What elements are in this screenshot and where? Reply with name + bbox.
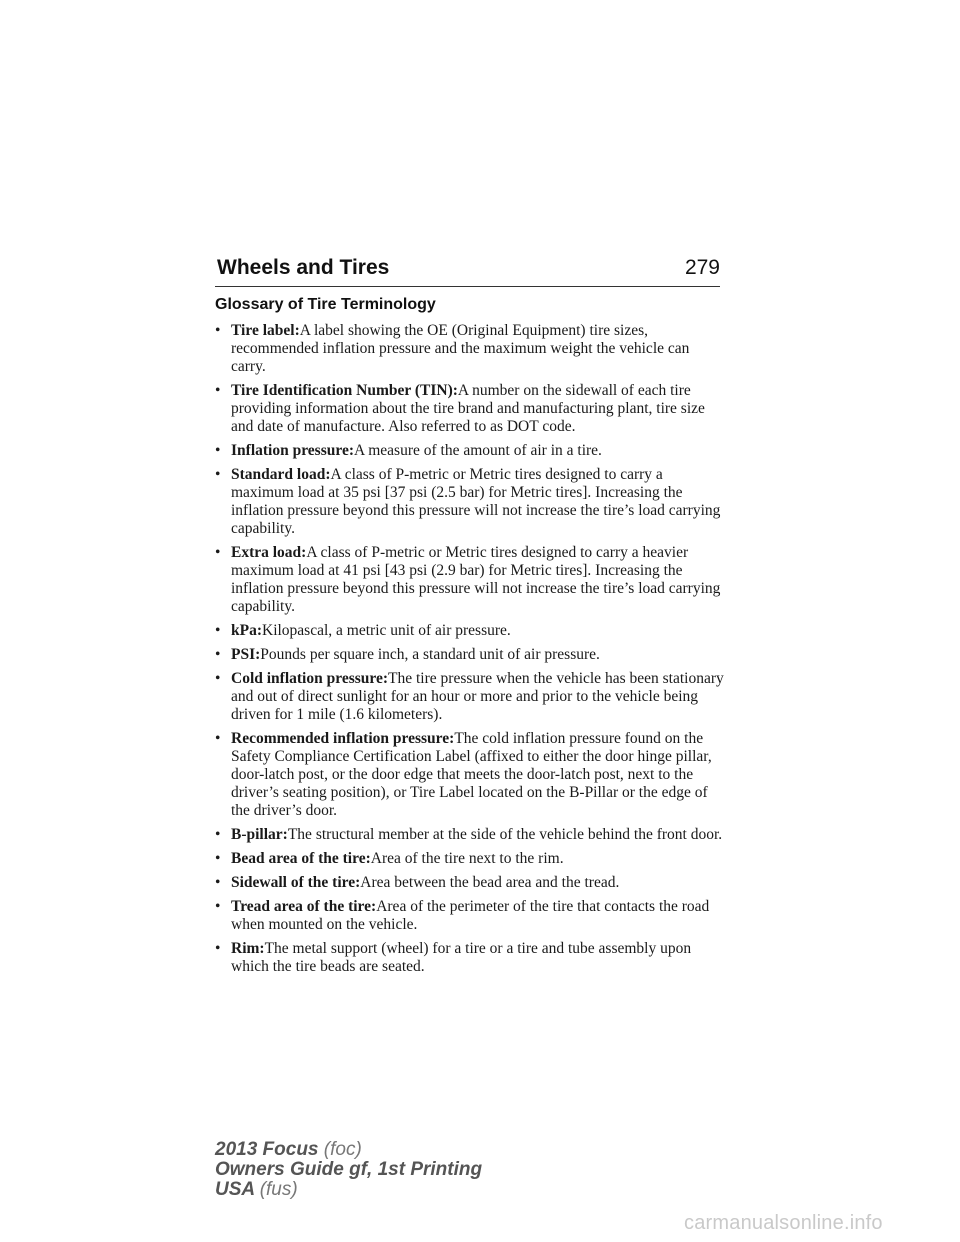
- bullet-icon: •: [215, 730, 221, 747]
- glossary-term: Inflation pressure:: [231, 442, 355, 459]
- glossary-term: Bead area of the tire:: [231, 850, 371, 867]
- bullet-icon: •: [215, 874, 221, 891]
- glossary-term: B-pillar:: [231, 826, 288, 843]
- glossary-item: [215, 826, 725, 844]
- glossary-term: PSI:: [231, 646, 261, 663]
- glossary-item: [215, 940, 725, 976]
- page-number: 279: [684, 256, 720, 279]
- glossary-item: [215, 322, 725, 376]
- footer-line-3: [215, 1180, 482, 1200]
- bullet-icon: •: [215, 940, 221, 957]
- watermark[interactable]: carmanualsonline.info: [684, 1212, 883, 1234]
- footer-guide: Owners Guide gf, 1st Printing: [215, 1159, 483, 1180]
- glossary-term: Standard load:: [231, 466, 331, 483]
- glossary-definition: The tire pressure when the vehicle has been stationary and out of direct sunlight for an hour or more and prior to the vehicle being driven for 1 mile (1.6 kilometers).: [231, 670, 724, 723]
- glossary-item: [215, 622, 725, 640]
- glossary-item: [215, 898, 725, 934]
- glossary-definition: A measure of the amount of air in a tire.: [354, 442, 602, 459]
- bullet-icon: •: [215, 898, 221, 915]
- glossary-item: [215, 850, 725, 868]
- glossary-term: Cold inflation pressure:: [231, 670, 389, 687]
- glossary-item: [215, 874, 725, 892]
- glossary-list: [215, 322, 725, 982]
- glossary-definition: Area of the tire next to the rim.: [370, 850, 564, 867]
- glossary-term: Tread area of the tire:: [231, 898, 377, 915]
- glossary-term: Rim:: [231, 940, 265, 957]
- glossary-term: Tire Identification Number (TIN):: [231, 382, 458, 399]
- footer-line-2: [215, 1160, 482, 1180]
- bullet-icon: •: [215, 322, 221, 339]
- glossary-definition: A label showing the OE (Original Equipment) tire sizes, recommended inflation pressure and the maximum weight the vehicle can carry.: [231, 322, 690, 375]
- bullet-icon: •: [215, 622, 221, 639]
- bullet-icon: •: [215, 544, 221, 561]
- glossary-definition: Kilopascal, a metric unit of air pressure.: [262, 622, 511, 639]
- bullet-icon: •: [215, 826, 221, 843]
- glossary-definition: The structural member at the side of the vehicle behind the front door.: [287, 826, 723, 843]
- glossary-term: Extra load:: [231, 544, 307, 561]
- page-header: [215, 256, 720, 287]
- footer-market: USA: [215, 1179, 255, 1200]
- glossary-item: [215, 646, 725, 664]
- glossary-term: kPa:: [231, 622, 262, 639]
- bullet-icon: •: [215, 442, 221, 459]
- glossary-item: [215, 730, 725, 820]
- glossary-item: [215, 382, 725, 436]
- glossary-definition: Area of the perimeter of the tire that contacts the road when mounted on the vehicle.: [231, 898, 710, 933]
- glossary-definition: Area between the bead area and the tread.: [360, 874, 620, 891]
- footer-model-code: (foc): [323, 1139, 362, 1160]
- footer-model: 2013 Focus: [215, 1139, 319, 1160]
- glossary-definition: A number on the sidewall of each tire providing information about the tire brand and manufacturing plant, tire size and date of manufacture. Also referred to as DOT code.: [231, 382, 705, 435]
- glossary-term: Sidewall of the tire:: [231, 874, 361, 891]
- glossary-term: Recommended inflation pressure:: [231, 730, 455, 747]
- footer-line-1: [215, 1140, 482, 1160]
- glossary-definition: A class of P-metric or Metric tires designed to carry a maximum load at 35 psi [37 psi (2.5 bar) for Metric tires]. Increasing the inflation pressure beyond this pressure will not increase the tire’s load carrying capability.: [231, 466, 721, 537]
- bullet-icon: •: [215, 646, 221, 663]
- glossary-heading: Glossary of Tire Terminology: [215, 296, 436, 313]
- glossary-definition: A class of P-metric or Metric tires designed to carry a heavier maximum load at 41 psi [43 psi (2.9 bar) for Metric tires]. Increasing the inflation pressure beyond this pressure will not increase the tire’s load carrying capability.: [231, 544, 721, 615]
- glossary-definition: The cold inflation pressure found on the Safety Compliance Certification Label (affixed to either the door hinge pillar, door-latch post, or the door edge that meets the door-latch post, next to the driver’s seating position), or Tire Label located on the B-Pillar or the edge of the driver’s door.: [231, 730, 712, 819]
- section-title: Wheels and Tires: [217, 256, 390, 279]
- bullet-icon: •: [215, 382, 221, 399]
- glossary-item: [215, 442, 725, 460]
- glossary-term: Tire label:: [231, 322, 300, 339]
- bullet-icon: •: [215, 850, 221, 867]
- footer-market-code: (fus): [259, 1179, 298, 1200]
- glossary-definition: Pounds per square inch, a standard unit of air pressure.: [260, 646, 600, 663]
- glossary-item: [215, 670, 725, 724]
- glossary-item: [215, 544, 725, 616]
- glossary-definition: The metal support (wheel) for a tire or a tire and tube assembly upon which the tire beads are seated.: [231, 940, 692, 975]
- bullet-icon: •: [215, 670, 221, 687]
- document-footer: [215, 1140, 482, 1200]
- bullet-icon: •: [215, 466, 221, 483]
- glossary-item: [215, 466, 725, 538]
